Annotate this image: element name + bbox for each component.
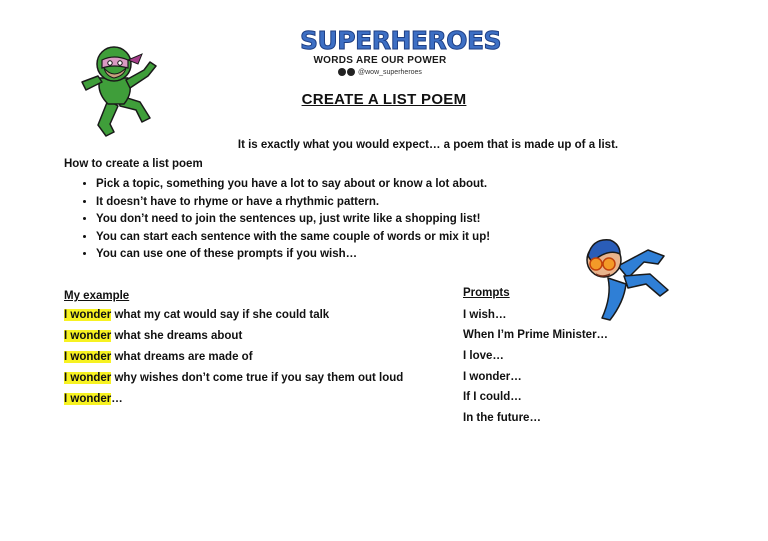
- example-line: [64, 351, 253, 363]
- prompt-item: When I’m Prime Minister…: [463, 329, 609, 341]
- logo-social-handle: [300, 68, 460, 76]
- superheroes-logo: [300, 26, 502, 76]
- example-line-text: what my cat would say if she could talk: [111, 309, 330, 321]
- example-heading: My example: [64, 290, 130, 302]
- list-item: • Pick a topic, something you have a lot to say about or know a lot about.: [96, 176, 490, 194]
- list-item: • You can use one of these prompts if you wish…: [96, 246, 490, 264]
- list-item: • You can start each sentence with the same couple of words or mix it up!: [96, 229, 490, 247]
- example-line: [64, 372, 403, 384]
- example-line-text: what dreams are made of: [111, 351, 253, 363]
- prompt-item: In the future…: [463, 412, 541, 424]
- prompts-heading: Prompts: [463, 287, 510, 299]
- example-line: [64, 330, 242, 342]
- list-item: • It doesn’t have to rhyme or have a rhythmic pattern.: [96, 194, 490, 212]
- logo-tagline: WORDS ARE OUR POWER: [313, 55, 447, 66]
- highlighted-phrase: I wonder: [64, 372, 112, 384]
- instructions-list: [78, 176, 490, 264]
- example-line-text: why wishes don’t come true if you say them out loud: [111, 372, 404, 384]
- prompt-item: I wish…: [463, 309, 507, 321]
- page-title: CREATE A LIST POEM: [301, 91, 467, 108]
- instagram-icon: [347, 68, 355, 76]
- example-line-text: what she dreams about: [111, 330, 243, 342]
- highlighted-phrase: I wonder: [64, 393, 112, 405]
- example-line: [64, 393, 123, 405]
- prompt-item: I wonder…: [463, 371, 522, 383]
- green-superhero-illustration: [78, 40, 170, 140]
- list-item: • You don’t need to join the sentences up, just write like a shopping list!: [96, 211, 490, 229]
- social-handle-text: @wow_superheroes: [358, 68, 422, 76]
- example-line-text: …: [111, 393, 123, 405]
- prompt-item: If I could…: [463, 391, 522, 403]
- twitter-icon: [338, 68, 346, 76]
- blue-superhero-illustration: [578, 226, 674, 322]
- prompt-item: I love…: [463, 350, 504, 362]
- how-to-heading: How to create a list poem: [64, 158, 203, 170]
- example-line: [64, 309, 329, 321]
- highlighted-phrase: I wonder: [64, 351, 112, 363]
- highlighted-phrase: I wonder: [64, 330, 112, 342]
- intro-text: It is exactly what you would expect… a poem that is made up of a list.: [237, 139, 619, 151]
- logo-title: SUPERHEROES: [300, 26, 502, 55]
- highlighted-phrase: I wonder: [64, 309, 112, 321]
